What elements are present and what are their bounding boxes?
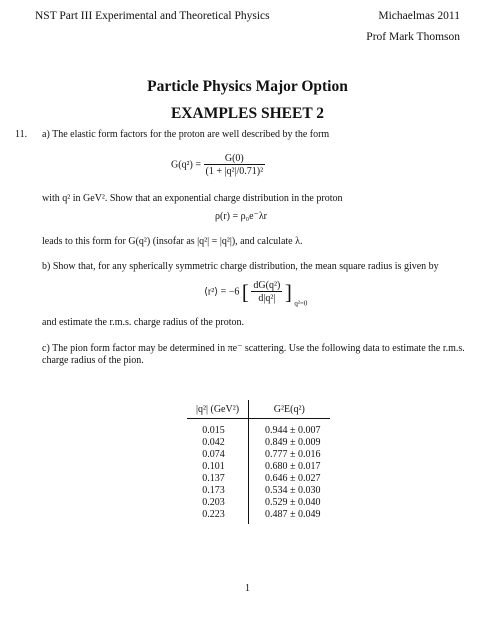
table-cell-q2: 0.203	[187, 497, 249, 509]
eq3-denominator: d|q²|	[251, 291, 282, 304]
table-row	[187, 419, 330, 438]
table-cell-q2: 0.137	[187, 473, 249, 485]
table-cell-ge2: 0.487 ± 0.049	[265, 509, 321, 520]
header-course: NST Part III Experimental and Theoretical Physics	[35, 10, 270, 22]
eq3-lhs: ⟨r²⟩ = −6	[204, 286, 240, 298]
table-cell-q2: 0.223	[187, 509, 249, 524]
eq1-fraction	[204, 153, 266, 177]
table-cell-ge2: 0.849 ± 0.009	[265, 437, 321, 448]
part-c-text: c) The pion form factor may be determined in πe⁻ scattering. Use the following data to estimate the r.m.s. charge radius of the pion.	[42, 343, 465, 366]
page-number: 1	[245, 583, 250, 594]
eq1-numerator: G(0)	[224, 153, 244, 164]
table-row	[187, 497, 330, 509]
after-eq1-text: with q² in GeV². Show that an exponential charge distribution in the proton	[42, 193, 343, 204]
equation-mean-square-radius	[204, 280, 307, 307]
table-cell-ge2: 0.646 ± 0.027	[265, 473, 321, 484]
equation-charge-distribution: ρ(r) = ρ₀e⁻λr	[215, 211, 267, 222]
equation-form-factor	[171, 153, 265, 177]
table-row	[187, 485, 330, 497]
document-title: Particle Physics Major Option	[147, 78, 348, 95]
table-cell-ge2: 0.680 ± 0.017	[265, 461, 321, 472]
table-header-ge2: G²E(q²)	[249, 400, 330, 419]
table-row	[187, 473, 330, 485]
eq1-denominator: (1 + |q²|/0.71)²	[205, 166, 264, 177]
table-cell-ge2: 0.534 ± 0.030	[265, 485, 321, 496]
eq3-numerator: dG(q²)	[253, 280, 281, 291]
header-term: Michaelmas 2011	[378, 10, 460, 22]
table-header-row	[187, 400, 330, 419]
question-number: 11.	[15, 129, 28, 140]
table-row	[187, 437, 330, 449]
table-cell-q2: 0.173	[187, 485, 249, 497]
table-header-q2: |q²| (GeV²)	[187, 400, 249, 419]
table-row	[187, 461, 330, 473]
table-cell-q2: 0.101	[187, 461, 249, 473]
eq3-subscript: q²=0	[294, 299, 308, 308]
part-a-intro: a) The elastic form factors for the proton are well described by the form	[42, 129, 330, 140]
eq1-lhs: G(q²) =	[171, 159, 202, 171]
table-cell-ge2: 0.777 ± 0.016	[265, 449, 321, 460]
table-cell-q2: 0.074	[187, 449, 249, 461]
eq3-left-bracket: [	[241, 280, 249, 304]
table-cell-ge2: 0.944 ± 0.007	[265, 425, 321, 436]
table-cell-q2: 0.042	[187, 437, 249, 449]
part-b-text: b) Show that, for any spherically symmetric charge distribution, the mean square radius is given by	[42, 261, 439, 272]
pion-form-factor-table	[187, 400, 330, 524]
sheet-title: EXAMPLES SHEET 2	[170, 105, 325, 122]
after-eq3-text: and estimate the r.m.s. charge radius of the proton.	[42, 317, 244, 328]
eq3-right-bracket: ]	[284, 280, 292, 304]
table-cell-q2: 0.015	[187, 419, 249, 438]
table-row	[187, 449, 330, 461]
table-cell-ge2: 0.529 ± 0.040	[265, 497, 321, 508]
table-row	[187, 509, 330, 524]
header-author: Prof Mark Thomson	[366, 31, 460, 43]
eq3-fraction	[251, 280, 282, 304]
after-eq2-text: leads to this form for G(q²) (insofar as |q²| = |q²|), and calculate λ.	[42, 236, 303, 247]
